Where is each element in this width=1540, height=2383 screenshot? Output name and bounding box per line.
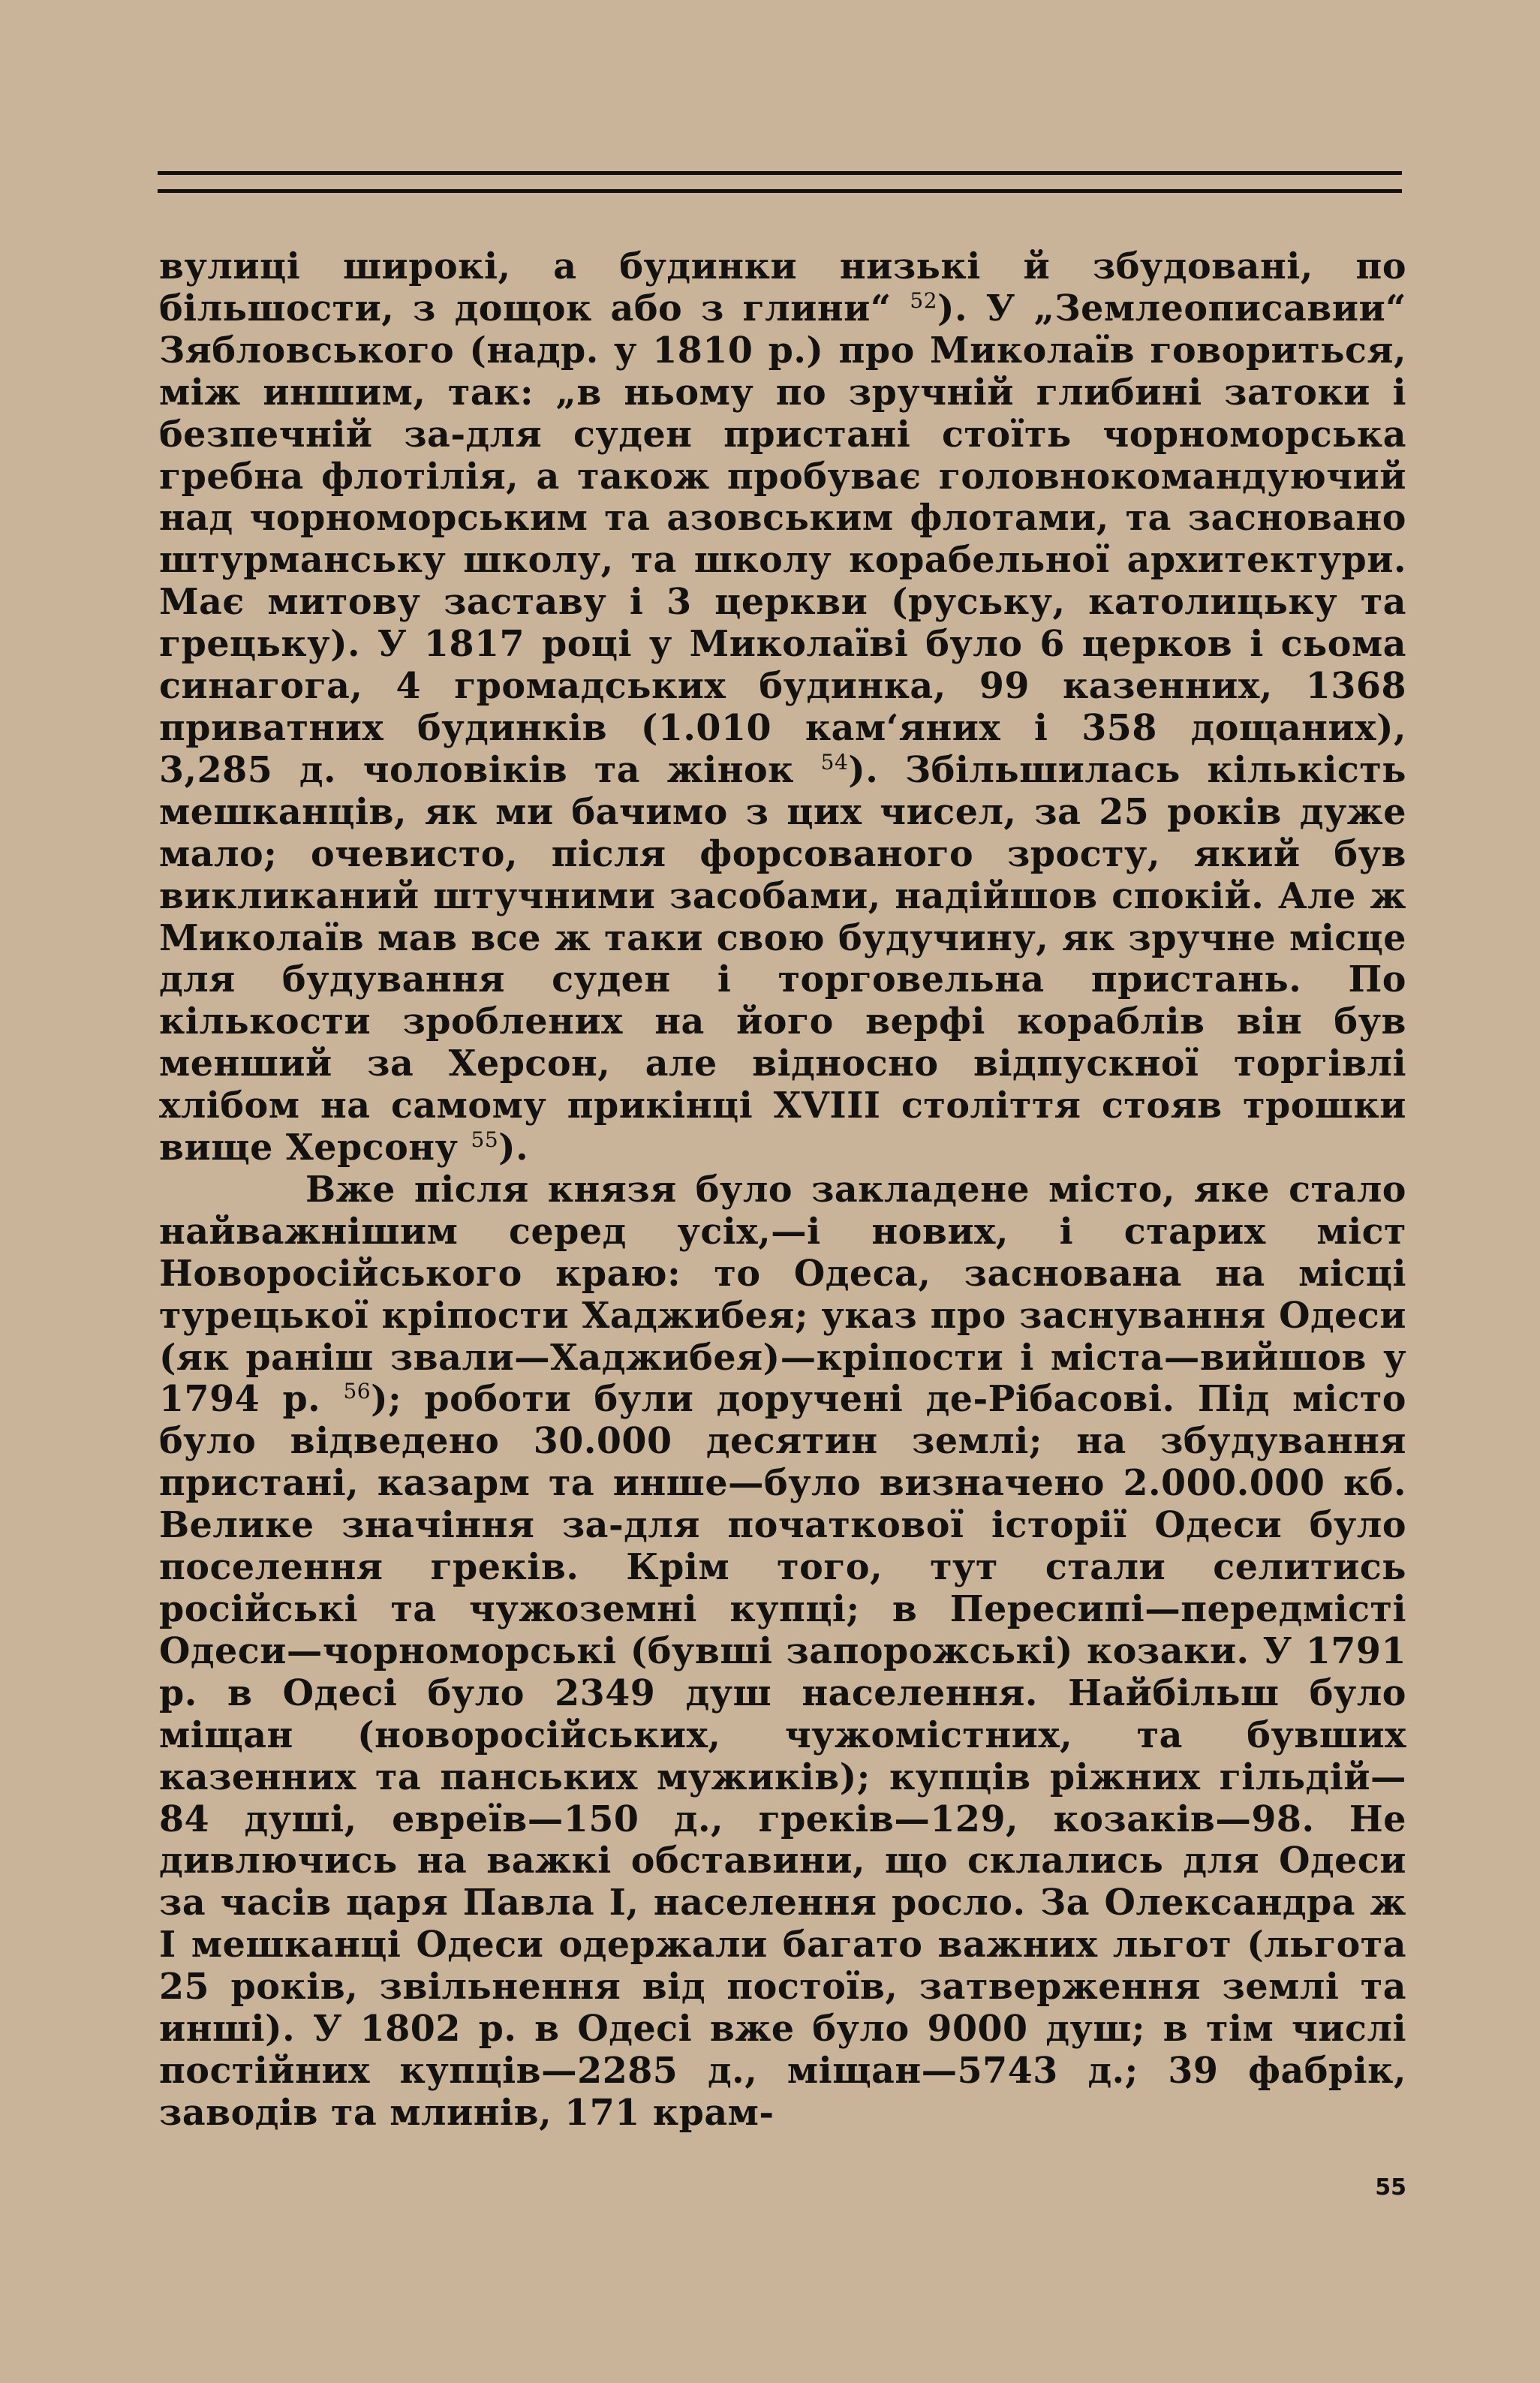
paragraph-2-text-a: Вже після князя було закладене місто, яке стало найважнішим серед усіх,—і нових, і старих міст Новоросійського краю: то Одеса, заснована на місці турецької кріпости Хаджибея; указ про заснування Одеси (як раніш звали—Хаджибея)—кріпости і міста—вийшов у 1794 р. [159,1168,1406,1421]
footnote-ref-55: 55 [471,1127,499,1153]
paragraph-1-text-b: ). У „Землеописавии“ Зябловського (надр. у 1810 р.) про Миколаїв говориться, між иншим, так: „в ньому по зручній глибині затоки і безпечній за-для суден пристані стоїть чорноморська гребна флотілія, а також пробуває головнокомандуючий над чорноморським та азовським флотами, та засновано штурманську школу, та школу корабельної архитектури. Має митову заставу і 3 церкви (руську, католицьку та грецьку). У 1817 році у Миколаїві було 6 церков і сьома синагога, 4 громадських будинка, 99 казенних, 1368 приватних будинків (1.010 кам‘яних і 358 дощаних), 3,285 д. чоловіків та жінок [159,287,1407,791]
paragraph-1 [159,246,1406,1169]
paragraph-2-text-b: ); роботи були доручені де-Рібасові. Під місто було відведено 30.000 десятин землі; на збудування пристані, казарм та инше—було визначено 2.000.000 кб. Велике значіння за-для початкової історії Одеси було поселення греків. Крім того, тут стали селитись російські та чужоземні купці; в Пересипі—передмісті Одеси—чорноморські (бувші запорожські) козаки. У 1791 р. в Одесі було 2349 душ населення. Найбільш було міщан (новоросійських, чужомістних, та бувших казенних та панських мужиків); купців ріжних гільдій—84 душі, евреїв—150 д., греків—129, козаків—98. Не дивлючись на важкі обставини, що склались для Одеси за часів царя Павла І, населення росло. За Олександра ж І мешканці Одеси одержали багато важних льгот (льгота 25 років, звільнення від постоїв, затверження землі та инші). У 1802 р. в Одесі вже було 9000 душ; в тім числі постійних купців—2285 д., міщан—5743 д.; 39 фабрік, заводів та млинів, 171 крам- [159,1378,1406,2134]
footnote-ref-56: 56 [343,1379,371,1404]
page-number: 55 [1375,2174,1406,2201]
header-rule-bottom [158,189,1402,193]
paragraph-1-text-c: ). Збільшилась кількість мешканців, як ми бачимо з цих чисел, за 25 років дуже мало; очевисто, після форсованого зросту, який був викликаний штучними засобами, надійшов спокій. Але ж Миколаїв мав все ж таки свою будучину, як зручне місце для будування суден і торговельна пристань. По кількости зроблених на його верфі кораблів він був менший за Херсон, але відносно відпускної торгівлі хлібом на самому прикінці XVIII століття стояв трошки вище Херсону [159,748,1406,1169]
paragraph-1-text-d: ). [498,1127,529,1169]
page-body-text [159,246,1406,2135]
paragraph-2 [159,1169,1406,2135]
footnote-ref-54: 54 [820,750,849,775]
header-rule-top [158,171,1402,175]
footnote-ref-52: 52 [910,288,938,314]
paragraph-1-text-a: вулиці широкі, а будинки низькі й збудовані, по більшости, з дощок або з глини“ [159,245,1406,329]
